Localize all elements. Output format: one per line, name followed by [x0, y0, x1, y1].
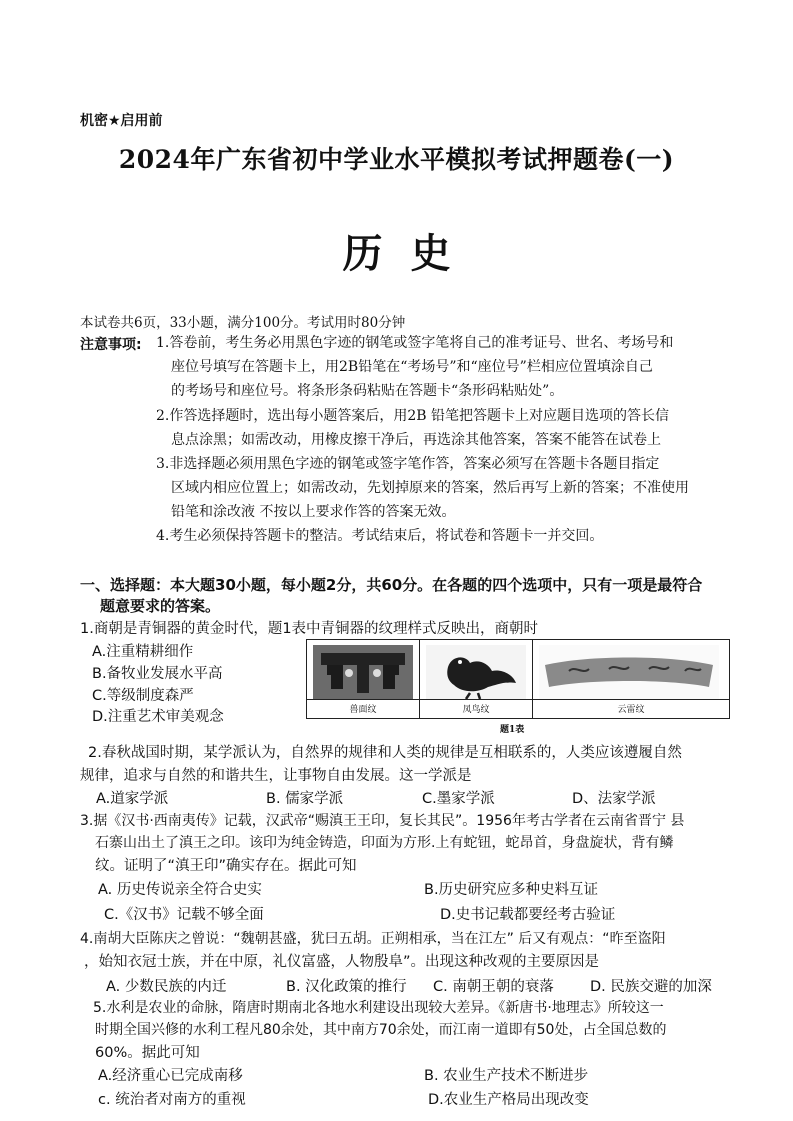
note-3-line-1: 3.非选择题必须用黑色字迹的钢笔或签字笔作答，答案必须写在答题卡各题目指定: [156, 456, 660, 472]
q3-stem-line-2: 石寨山出土了滇王之印。该印为纯金铸造，印面为方形.上有蛇钮，蛇昂首，身盘旋状，背有鳞: [95, 835, 674, 851]
notes-label: 注意事项:: [80, 337, 142, 353]
exam-info: 本试卷共6页，33小题，满分100分。考试用时80分钟: [80, 315, 406, 331]
q2-stem-line-1: 2.春秋战国时期，某学派认为，自然界的规律和人类的规律是互相联系的，人类应该遵履自然: [88, 745, 682, 761]
section-heading-line-1: 一、选择题：本大题30小题，每小题2分，共60分。在各题的四个选项中，只有一项是最符合: [80, 576, 703, 594]
note-4-line-1: 4.考生必须保持答题卡的整洁。考试结束后，将试卷和答题卡一并交回。: [156, 528, 604, 544]
taotie-pattern-image: [313, 645, 413, 699]
q3-stem-line-1: 3.据《汉书·西南夷传》记载，汉武帝“赐滇王王印，复长其民”。1956年考古学者在云南省晋宁 县: [80, 813, 685, 829]
q1-stem: 1.商朝是青铜器的黄金时代，题1表中青铜器的纹理样式反映出，商朝时: [80, 621, 539, 637]
q3-option-a: A. 历史传说亲全符合史实: [98, 882, 262, 898]
section-heading-line-2: 题意要求的答案。: [100, 597, 221, 615]
note-3-line-2: 区域内相应位置上；如需改动，先划掉原来的答案，然后再写上新的答案；不准使用: [171, 480, 689, 496]
figure-cell-taotie: [307, 640, 420, 718]
q1-option-a: A.注重精耕细作: [92, 644, 194, 660]
figure-label-phoenix: 凤鸟纹: [420, 699, 532, 715]
q4-option-b: B. 汉化政策的推行: [286, 979, 407, 995]
q3-option-d: D.史书记载都要经考古验证: [440, 907, 616, 923]
q1-option-c: C.等级制度森严: [92, 688, 194, 704]
q5-option-d: D.农业生产格局出现改变: [428, 1092, 589, 1108]
q5-option-b: B. 农业生产技术不断进步: [424, 1068, 589, 1084]
q4-stem-line-2: ，始知衣冠士族，并在中原，礼仪富盛，人物殷阜”。出现这种改观的主要原因是: [84, 954, 600, 970]
q3-option-c: C.《汉书》记载不够全面: [104, 907, 264, 923]
q4-option-c: C. 南朝王朝的衰落: [433, 979, 554, 995]
figure-label-cloud-thunder: 云雷纹: [533, 699, 729, 715]
q2-option-c: C.墨家学派: [422, 791, 495, 807]
confidential-mark: 机密★启用前: [80, 113, 163, 129]
q5-option-c: c. 统治者对南方的重视: [98, 1092, 246, 1108]
subject-title: 历史: [342, 230, 479, 277]
note-1-line-3: 的考场号和座位号。将条形条码粘贴在答题卡“条形码粘贴处”。: [171, 383, 564, 399]
note-3-line-3: 铅笔和涂改液 不按以上要求作答的答案无效。: [171, 504, 456, 520]
q1-option-d: D.注重艺术审美观念: [92, 709, 224, 725]
exam-title: 2024年广东省初中学业水平模拟考试押题卷(一): [118, 145, 675, 174]
phoenix-pattern-image: [426, 645, 526, 699]
bronze-pattern-figure: [306, 639, 730, 719]
q2-option-b: B. 儒家学派: [266, 791, 344, 807]
q4-stem-line-1: 4.南胡大臣陈庆之曾说：“魏朝甚盛，犹曰五胡。正朔相承，当在江左” 后又有观点：“昨至盗阳: [80, 931, 666, 947]
q2-stem-line-2: 规律，追求与自然的和谐共生，让事物自由发展。这一学派是: [80, 768, 472, 784]
q3-option-b: B.历史研究应多种史料互证: [424, 882, 599, 898]
q1-option-b: B.备牧业发展水平高: [92, 666, 223, 682]
figure-cell-cloud-thunder: [533, 640, 729, 718]
q4-option-d: D. 民族交避的加深: [590, 979, 712, 995]
note-2-line-2: 息点涂黑；如需改动，用橡皮擦干净后，再选涂其他答案，答案不能答在试卷上: [171, 432, 661, 448]
note-2-line-1: 2.作答选择题时，选出每小题答案后，用2B 铅笔把答题卡上对应题目选项的答长信: [156, 408, 670, 424]
note-1-line-1: 1.答卷前，考生务必用黑色字迹的钢笔或签字笔将自己的准考证号、世名、考场号和: [156, 335, 674, 351]
q5-stem-line-2: 时期全国兴修的水利工程凡80余处，其中南方70余处，而江南一道即有50处，占全国总数的: [95, 1022, 667, 1038]
q5-stem-line-3: 60%。据此可知: [95, 1045, 200, 1061]
q2-option-a: A.道家学派: [96, 791, 169, 807]
q5-option-a: A.经济重心已完成南移: [98, 1068, 243, 1084]
q5-stem-line-1: 5.水利是农业的命脉，隋唐时期南北各地水利建设出现较大差异。《新唐书·地理志》所较这一: [93, 1000, 664, 1016]
q4-option-a: A. 少数民族的内迁: [106, 979, 227, 995]
cloud-thunder-pattern-image: [539, 645, 719, 699]
note-1-line-2: 座位号填写在答题卡上，用2B铅笔在“考场号”和“座位号”栏相应位置填涂自己: [171, 359, 653, 375]
figure-caption: 题1表: [500, 725, 525, 735]
q3-stem-line-3: 纹。证明了“滇王印”确实存在。据此可知: [95, 858, 357, 874]
figure-cell-phoenix: [420, 640, 533, 718]
q2-option-d: D、法家学派: [572, 791, 656, 807]
figure-label-taotie: 兽面纹: [307, 699, 419, 715]
